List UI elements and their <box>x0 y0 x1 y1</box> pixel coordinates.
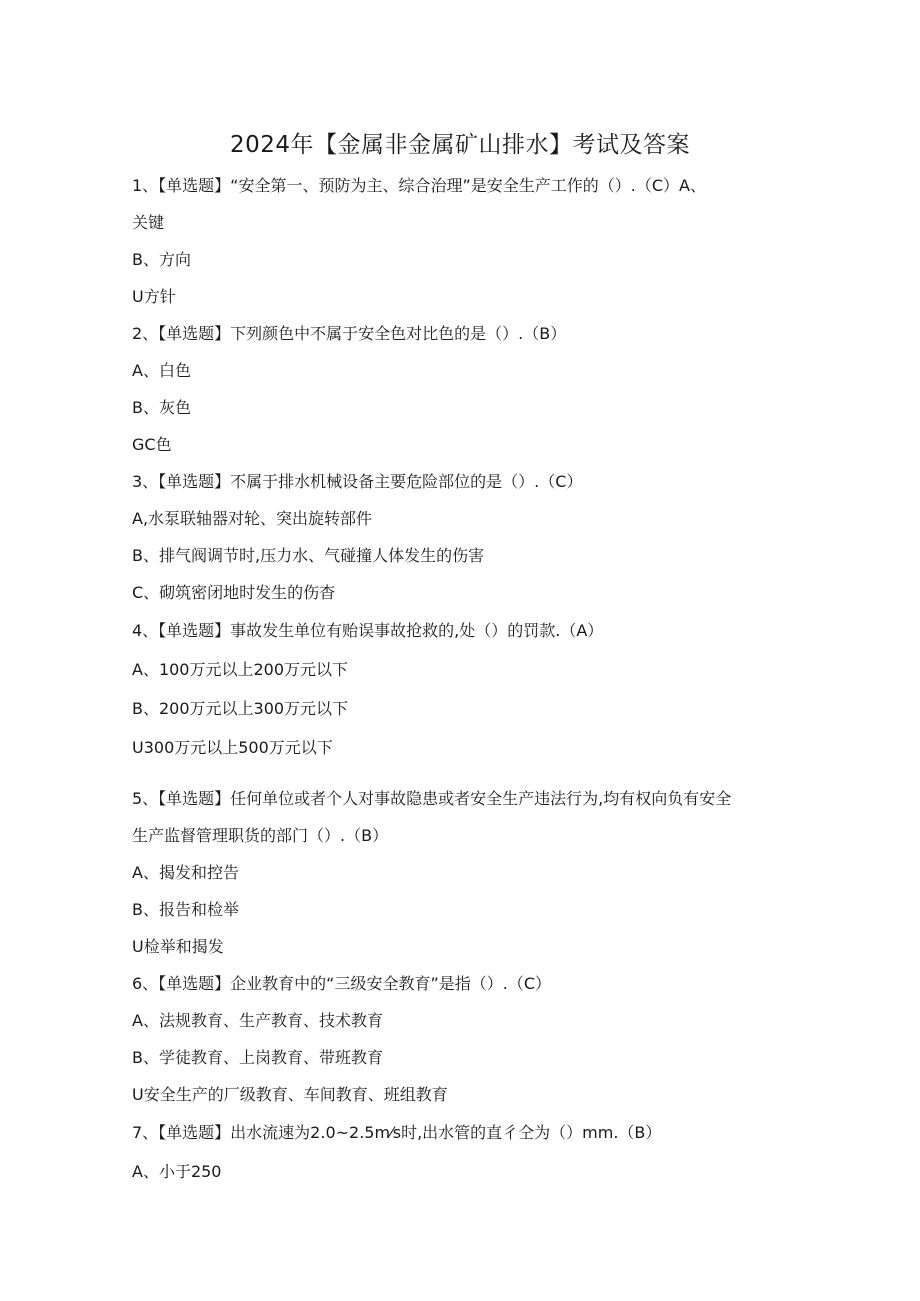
question-2-option-c: GC色 <box>132 435 172 454</box>
question-5-option-c: U检举和揭发 <box>132 937 224 956</box>
question-7-stem: 7、【单选题】出水流速为2.0~2.5m⁄s时,出水管的直彳仝为（）mm.（B） <box>132 1123 662 1142</box>
question-2-option-b: B、灰色 <box>132 398 191 417</box>
question-4-stem: 4、【单选题】事故发生单位有贻误事故抢救的,处（）的罚款.（A） <box>132 621 604 640</box>
question-2-option-a: A、白色 <box>132 361 191 380</box>
question-1-stem: 1、【单选题】“安全第一、预防为主、综合治理”是安全生产工作的（）.（C）A、 <box>132 176 706 195</box>
question-1-stem-cont: 关键 <box>132 213 165 232</box>
question-1-option-c: U方针 <box>132 287 176 306</box>
question-6-stem: 6、【单选题】企业教育中的“三级安全教育”是指（）.（C） <box>132 974 552 993</box>
question-4-option-c: U300万元以上500万元以下 <box>132 738 333 757</box>
question-2-stem: 2、【单选题】下列颜色中不属于安全色对比色的是（）.（B） <box>132 324 567 343</box>
question-3-option-a: A,水泵联轴器对轮、突出旋转部件 <box>132 509 373 528</box>
question-5-option-b: B、报告和检举 <box>132 900 239 919</box>
question-3-option-c: C、砌筑密闭地时发生的伤杳 <box>132 583 336 602</box>
question-5-stem-cont: 生产监督管理职货的部门（）.（B） <box>132 826 389 845</box>
question-6-option-a: A、法规教育、生产教育、技术教育 <box>132 1011 383 1030</box>
question-1-option-b: B、方向 <box>132 250 191 269</box>
document-title: 2024年【金属非金属矿山排水】考试及答案 <box>229 132 691 158</box>
question-5-stem: 5、【单选题】任何单位或者个人对事故隐患或者安全生产违法行为,均有权向负有安全 <box>132 789 732 808</box>
question-7-option-a: A、小于250 <box>132 1162 222 1181</box>
question-4-option-b: B、200万元以上300万元以下 <box>132 699 349 718</box>
question-6-option-c: U安全生产的厂级教育、车间教育、班组教育 <box>132 1085 448 1104</box>
question-6-option-b: B、学徒教育、上岗教育、带班教育 <box>132 1048 383 1067</box>
question-4-option-a: A、100万元以上200万元以下 <box>132 660 349 679</box>
question-3-option-b: B、排气阀调节时,压力水、气碰撞人体发生的伤害 <box>132 546 485 565</box>
question-5-option-a: A、揭发和控告 <box>132 863 239 882</box>
question-3-stem: 3、【单选题】不属于排水机械设备主要危险部位的是（）.（C） <box>132 472 583 491</box>
